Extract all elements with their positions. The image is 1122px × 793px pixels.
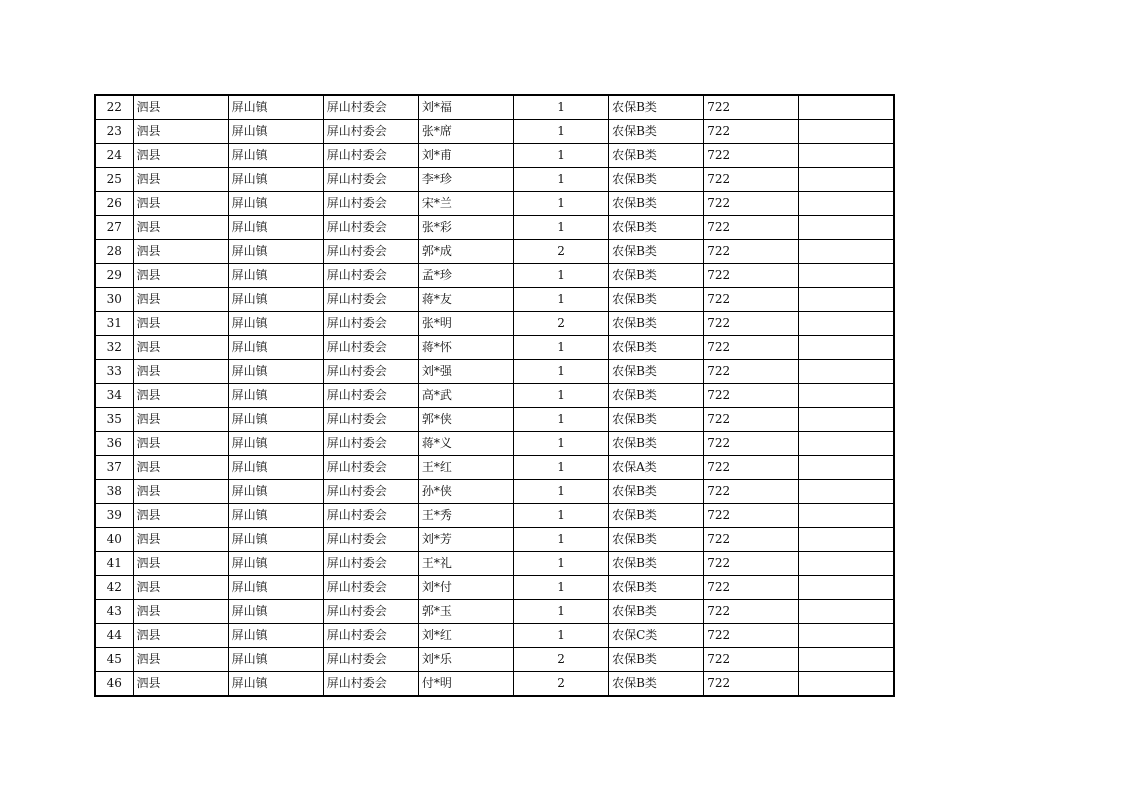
county-cell: 泗县 bbox=[133, 288, 228, 312]
recipient-name-cell: 刘*乐 bbox=[418, 648, 513, 672]
village-committee-cell: 屏山村委会 bbox=[323, 648, 418, 672]
amount-cell: 722 bbox=[704, 95, 799, 120]
county-cell: 泗县 bbox=[133, 240, 228, 264]
recipient-name-cell: 郭*玉 bbox=[418, 600, 513, 624]
amount-cell: 722 bbox=[704, 672, 799, 697]
county-cell: 泗县 bbox=[133, 528, 228, 552]
village-committee-cell: 屏山村委会 bbox=[323, 192, 418, 216]
village-committee-cell: 屏山村委会 bbox=[323, 624, 418, 648]
row-number-cell: 46 bbox=[95, 672, 133, 697]
village-committee-cell: 屏山村委会 bbox=[323, 336, 418, 360]
table-row bbox=[95, 432, 894, 456]
category-cell: 农保B类 bbox=[609, 552, 704, 576]
row-number-cell: 39 bbox=[95, 504, 133, 528]
amount-cell: 722 bbox=[704, 168, 799, 192]
town-cell: 屏山镇 bbox=[228, 600, 323, 624]
recipient-name-cell: 孙*侠 bbox=[418, 480, 513, 504]
county-cell: 泗县 bbox=[133, 504, 228, 528]
recipient-name-cell: 郭*成 bbox=[418, 240, 513, 264]
town-cell: 屏山镇 bbox=[228, 408, 323, 432]
row-number-cell: 41 bbox=[95, 552, 133, 576]
category-cell: 农保B类 bbox=[609, 360, 704, 384]
household-size-cell: 1 bbox=[513, 288, 608, 312]
village-committee-cell: 屏山村委会 bbox=[323, 504, 418, 528]
table-row bbox=[95, 504, 894, 528]
row-number-cell: 23 bbox=[95, 120, 133, 144]
town-cell: 屏山镇 bbox=[228, 144, 323, 168]
county-cell: 泗县 bbox=[133, 120, 228, 144]
amount-cell: 722 bbox=[704, 552, 799, 576]
category-cell: 农保B类 bbox=[609, 144, 704, 168]
recipient-name-cell: 张*明 bbox=[418, 312, 513, 336]
remarks-cell bbox=[799, 95, 894, 120]
village-committee-cell: 屏山村委会 bbox=[323, 552, 418, 576]
remarks-cell bbox=[799, 384, 894, 408]
town-cell: 屏山镇 bbox=[228, 360, 323, 384]
county-cell: 泗县 bbox=[133, 95, 228, 120]
recipient-name-cell: 郭*侠 bbox=[418, 408, 513, 432]
county-cell: 泗县 bbox=[133, 576, 228, 600]
category-cell: 农保B类 bbox=[609, 120, 704, 144]
household-size-cell: 1 bbox=[513, 216, 608, 240]
amount-cell: 722 bbox=[704, 192, 799, 216]
recipient-name-cell: 刘*付 bbox=[418, 576, 513, 600]
row-number-cell: 40 bbox=[95, 528, 133, 552]
table-row bbox=[95, 576, 894, 600]
row-number-cell: 30 bbox=[95, 288, 133, 312]
recipient-name-cell: 王*秀 bbox=[418, 504, 513, 528]
amount-cell: 722 bbox=[704, 384, 799, 408]
village-committee-cell: 屏山村委会 bbox=[323, 312, 418, 336]
category-cell: 农保B类 bbox=[609, 288, 704, 312]
remarks-cell bbox=[799, 552, 894, 576]
table-row bbox=[95, 384, 894, 408]
row-number-cell: 35 bbox=[95, 408, 133, 432]
village-committee-cell: 屏山村委会 bbox=[323, 576, 418, 600]
remarks-cell bbox=[799, 264, 894, 288]
table-row bbox=[95, 360, 894, 384]
amount-cell: 722 bbox=[704, 432, 799, 456]
table-row bbox=[95, 168, 894, 192]
remarks-cell bbox=[799, 600, 894, 624]
town-cell: 屏山镇 bbox=[228, 384, 323, 408]
category-cell: 农保B类 bbox=[609, 216, 704, 240]
village-committee-cell: 屏山村委会 bbox=[323, 432, 418, 456]
county-cell: 泗县 bbox=[133, 600, 228, 624]
recipient-name-cell: 刘*红 bbox=[418, 624, 513, 648]
town-cell: 屏山镇 bbox=[228, 216, 323, 240]
county-cell: 泗县 bbox=[133, 384, 228, 408]
remarks-cell bbox=[799, 504, 894, 528]
category-cell: 农保B类 bbox=[609, 648, 704, 672]
table-row bbox=[95, 312, 894, 336]
recipient-name-cell: 付*明 bbox=[418, 672, 513, 697]
county-cell: 泗县 bbox=[133, 672, 228, 697]
town-cell: 屏山镇 bbox=[228, 336, 323, 360]
table-row bbox=[95, 264, 894, 288]
category-cell: 农保B类 bbox=[609, 192, 704, 216]
town-cell: 屏山镇 bbox=[228, 120, 323, 144]
village-committee-cell: 屏山村委会 bbox=[323, 360, 418, 384]
amount-cell: 722 bbox=[704, 456, 799, 480]
household-size-cell: 1 bbox=[513, 144, 608, 168]
category-cell: 农保B类 bbox=[609, 95, 704, 120]
town-cell: 屏山镇 bbox=[228, 192, 323, 216]
relief-roster-table bbox=[94, 94, 895, 697]
amount-cell: 722 bbox=[704, 576, 799, 600]
amount-cell: 722 bbox=[704, 600, 799, 624]
table-body bbox=[95, 95, 894, 696]
household-size-cell: 1 bbox=[513, 528, 608, 552]
amount-cell: 722 bbox=[704, 144, 799, 168]
town-cell: 屏山镇 bbox=[228, 624, 323, 648]
household-size-cell: 1 bbox=[513, 432, 608, 456]
category-cell: 农保B类 bbox=[609, 408, 704, 432]
row-number-cell: 28 bbox=[95, 240, 133, 264]
row-number-cell: 27 bbox=[95, 216, 133, 240]
remarks-cell bbox=[799, 240, 894, 264]
recipient-name-cell: 刘*福 bbox=[418, 95, 513, 120]
county-cell: 泗县 bbox=[133, 216, 228, 240]
row-number-cell: 26 bbox=[95, 192, 133, 216]
amount-cell: 722 bbox=[704, 360, 799, 384]
table-row bbox=[95, 336, 894, 360]
remarks-cell bbox=[799, 192, 894, 216]
table-row bbox=[95, 480, 894, 504]
category-cell: 农保B类 bbox=[609, 600, 704, 624]
town-cell: 屏山镇 bbox=[228, 312, 323, 336]
row-number-cell: 42 bbox=[95, 576, 133, 600]
category-cell: 农保B类 bbox=[609, 528, 704, 552]
village-committee-cell: 屏山村委会 bbox=[323, 144, 418, 168]
row-number-cell: 37 bbox=[95, 456, 133, 480]
household-size-cell: 1 bbox=[513, 456, 608, 480]
household-size-cell: 2 bbox=[513, 240, 608, 264]
amount-cell: 722 bbox=[704, 480, 799, 504]
amount-cell: 722 bbox=[704, 120, 799, 144]
category-cell: 农保B类 bbox=[609, 312, 704, 336]
household-size-cell: 1 bbox=[513, 264, 608, 288]
amount-cell: 722 bbox=[704, 648, 799, 672]
county-cell: 泗县 bbox=[133, 264, 228, 288]
town-cell: 屏山镇 bbox=[228, 480, 323, 504]
amount-cell: 722 bbox=[704, 216, 799, 240]
remarks-cell bbox=[799, 648, 894, 672]
village-committee-cell: 屏山村委会 bbox=[323, 384, 418, 408]
county-cell: 泗县 bbox=[133, 360, 228, 384]
recipient-name-cell: 高*武 bbox=[418, 384, 513, 408]
household-size-cell: 1 bbox=[513, 480, 608, 504]
village-committee-cell: 屏山村委会 bbox=[323, 408, 418, 432]
remarks-cell bbox=[799, 576, 894, 600]
county-cell: 泗县 bbox=[133, 432, 228, 456]
recipient-name-cell: 蒋*怀 bbox=[418, 336, 513, 360]
county-cell: 泗县 bbox=[133, 648, 228, 672]
category-cell: 农保B类 bbox=[609, 336, 704, 360]
household-size-cell: 1 bbox=[513, 504, 608, 528]
remarks-cell bbox=[799, 624, 894, 648]
town-cell: 屏山镇 bbox=[228, 552, 323, 576]
recipient-name-cell: 刘*甫 bbox=[418, 144, 513, 168]
household-size-cell: 2 bbox=[513, 312, 608, 336]
row-number-cell: 25 bbox=[95, 168, 133, 192]
row-number-cell: 45 bbox=[95, 648, 133, 672]
amount-cell: 722 bbox=[704, 624, 799, 648]
village-committee-cell: 屏山村委会 bbox=[323, 95, 418, 120]
remarks-cell bbox=[799, 360, 894, 384]
town-cell: 屏山镇 bbox=[228, 264, 323, 288]
recipient-name-cell: 张*彩 bbox=[418, 216, 513, 240]
household-size-cell: 1 bbox=[513, 624, 608, 648]
row-number-cell: 38 bbox=[95, 480, 133, 504]
county-cell: 泗县 bbox=[133, 480, 228, 504]
amount-cell: 722 bbox=[704, 312, 799, 336]
remarks-cell bbox=[799, 168, 894, 192]
category-cell: 农保B类 bbox=[609, 432, 704, 456]
town-cell: 屏山镇 bbox=[228, 576, 323, 600]
household-size-cell: 1 bbox=[513, 384, 608, 408]
amount-cell: 722 bbox=[704, 528, 799, 552]
amount-cell: 722 bbox=[704, 264, 799, 288]
recipient-name-cell: 蒋*义 bbox=[418, 432, 513, 456]
table-row bbox=[95, 648, 894, 672]
recipient-name-cell: 宋*兰 bbox=[418, 192, 513, 216]
remarks-cell bbox=[799, 120, 894, 144]
table-row bbox=[95, 240, 894, 264]
household-size-cell: 2 bbox=[513, 672, 608, 697]
table-row bbox=[95, 624, 894, 648]
county-cell: 泗县 bbox=[133, 192, 228, 216]
household-size-cell: 1 bbox=[513, 95, 608, 120]
category-cell: 农保B类 bbox=[609, 240, 704, 264]
county-cell: 泗县 bbox=[133, 552, 228, 576]
household-size-cell: 1 bbox=[513, 192, 608, 216]
county-cell: 泗县 bbox=[133, 408, 228, 432]
remarks-cell bbox=[799, 336, 894, 360]
household-size-cell: 1 bbox=[513, 408, 608, 432]
town-cell: 屏山镇 bbox=[228, 456, 323, 480]
county-cell: 泗县 bbox=[133, 624, 228, 648]
table-row bbox=[95, 95, 894, 120]
recipient-name-cell: 蒋*友 bbox=[418, 288, 513, 312]
remarks-cell bbox=[799, 288, 894, 312]
village-committee-cell: 屏山村委会 bbox=[323, 120, 418, 144]
row-number-cell: 44 bbox=[95, 624, 133, 648]
row-number-cell: 34 bbox=[95, 384, 133, 408]
remarks-cell bbox=[799, 216, 894, 240]
town-cell: 屏山镇 bbox=[228, 648, 323, 672]
row-number-cell: 29 bbox=[95, 264, 133, 288]
remarks-cell bbox=[799, 432, 894, 456]
remarks-cell bbox=[799, 672, 894, 697]
town-cell: 屏山镇 bbox=[228, 504, 323, 528]
household-size-cell: 1 bbox=[513, 336, 608, 360]
town-cell: 屏山镇 bbox=[228, 288, 323, 312]
table-row bbox=[95, 216, 894, 240]
remarks-cell bbox=[799, 312, 894, 336]
household-size-cell: 1 bbox=[513, 552, 608, 576]
remarks-cell bbox=[799, 480, 894, 504]
table-row bbox=[95, 192, 894, 216]
remarks-cell bbox=[799, 144, 894, 168]
row-number-cell: 24 bbox=[95, 144, 133, 168]
row-number-cell: 36 bbox=[95, 432, 133, 456]
category-cell: 农保B类 bbox=[609, 384, 704, 408]
village-committee-cell: 屏山村委会 bbox=[323, 528, 418, 552]
row-number-cell: 22 bbox=[95, 95, 133, 120]
category-cell: 农保B类 bbox=[609, 576, 704, 600]
table-row bbox=[95, 408, 894, 432]
recipient-name-cell: 王*红 bbox=[418, 456, 513, 480]
amount-cell: 722 bbox=[704, 408, 799, 432]
recipient-name-cell: 孟*珍 bbox=[418, 264, 513, 288]
recipient-name-cell: 刘*芳 bbox=[418, 528, 513, 552]
village-committee-cell: 屏山村委会 bbox=[323, 288, 418, 312]
amount-cell: 722 bbox=[704, 504, 799, 528]
county-cell: 泗县 bbox=[133, 336, 228, 360]
category-cell: 农保B类 bbox=[609, 504, 704, 528]
amount-cell: 722 bbox=[704, 288, 799, 312]
town-cell: 屏山镇 bbox=[228, 672, 323, 697]
household-size-cell: 1 bbox=[513, 576, 608, 600]
remarks-cell bbox=[799, 408, 894, 432]
row-number-cell: 33 bbox=[95, 360, 133, 384]
county-cell: 泗县 bbox=[133, 312, 228, 336]
table-row bbox=[95, 528, 894, 552]
row-number-cell: 31 bbox=[95, 312, 133, 336]
remarks-cell bbox=[799, 456, 894, 480]
category-cell: 农保A类 bbox=[609, 456, 704, 480]
village-committee-cell: 屏山村委会 bbox=[323, 672, 418, 697]
town-cell: 屏山镇 bbox=[228, 432, 323, 456]
table-row bbox=[95, 120, 894, 144]
category-cell: 农保B类 bbox=[609, 168, 704, 192]
amount-cell: 722 bbox=[704, 336, 799, 360]
row-number-cell: 32 bbox=[95, 336, 133, 360]
household-size-cell: 1 bbox=[513, 168, 608, 192]
table-row bbox=[95, 552, 894, 576]
table-row bbox=[95, 672, 894, 697]
village-committee-cell: 屏山村委会 bbox=[323, 480, 418, 504]
household-size-cell: 1 bbox=[513, 360, 608, 384]
category-cell: 农保B类 bbox=[609, 480, 704, 504]
county-cell: 泗县 bbox=[133, 456, 228, 480]
table-row bbox=[95, 600, 894, 624]
village-committee-cell: 屏山村委会 bbox=[323, 240, 418, 264]
category-cell: 农保B类 bbox=[609, 264, 704, 288]
recipient-name-cell: 张*席 bbox=[418, 120, 513, 144]
remarks-cell bbox=[799, 528, 894, 552]
town-cell: 屏山镇 bbox=[228, 95, 323, 120]
household-size-cell: 1 bbox=[513, 120, 608, 144]
recipient-name-cell: 李*珍 bbox=[418, 168, 513, 192]
amount-cell: 722 bbox=[704, 240, 799, 264]
row-number-cell: 43 bbox=[95, 600, 133, 624]
county-cell: 泗县 bbox=[133, 168, 228, 192]
table-row bbox=[95, 288, 894, 312]
category-cell: 农保C类 bbox=[609, 624, 704, 648]
town-cell: 屏山镇 bbox=[228, 240, 323, 264]
household-size-cell: 2 bbox=[513, 648, 608, 672]
table-row bbox=[95, 456, 894, 480]
category-cell: 农保B类 bbox=[609, 672, 704, 697]
recipient-name-cell: 刘*强 bbox=[418, 360, 513, 384]
village-committee-cell: 屏山村委会 bbox=[323, 600, 418, 624]
village-committee-cell: 屏山村委会 bbox=[323, 216, 418, 240]
village-committee-cell: 屏山村委会 bbox=[323, 168, 418, 192]
town-cell: 屏山镇 bbox=[228, 528, 323, 552]
village-committee-cell: 屏山村委会 bbox=[323, 456, 418, 480]
county-cell: 泗县 bbox=[133, 144, 228, 168]
household-size-cell: 1 bbox=[513, 600, 608, 624]
town-cell: 屏山镇 bbox=[228, 168, 323, 192]
recipient-name-cell: 王*礼 bbox=[418, 552, 513, 576]
table-row bbox=[95, 144, 894, 168]
village-committee-cell: 屏山村委会 bbox=[323, 264, 418, 288]
